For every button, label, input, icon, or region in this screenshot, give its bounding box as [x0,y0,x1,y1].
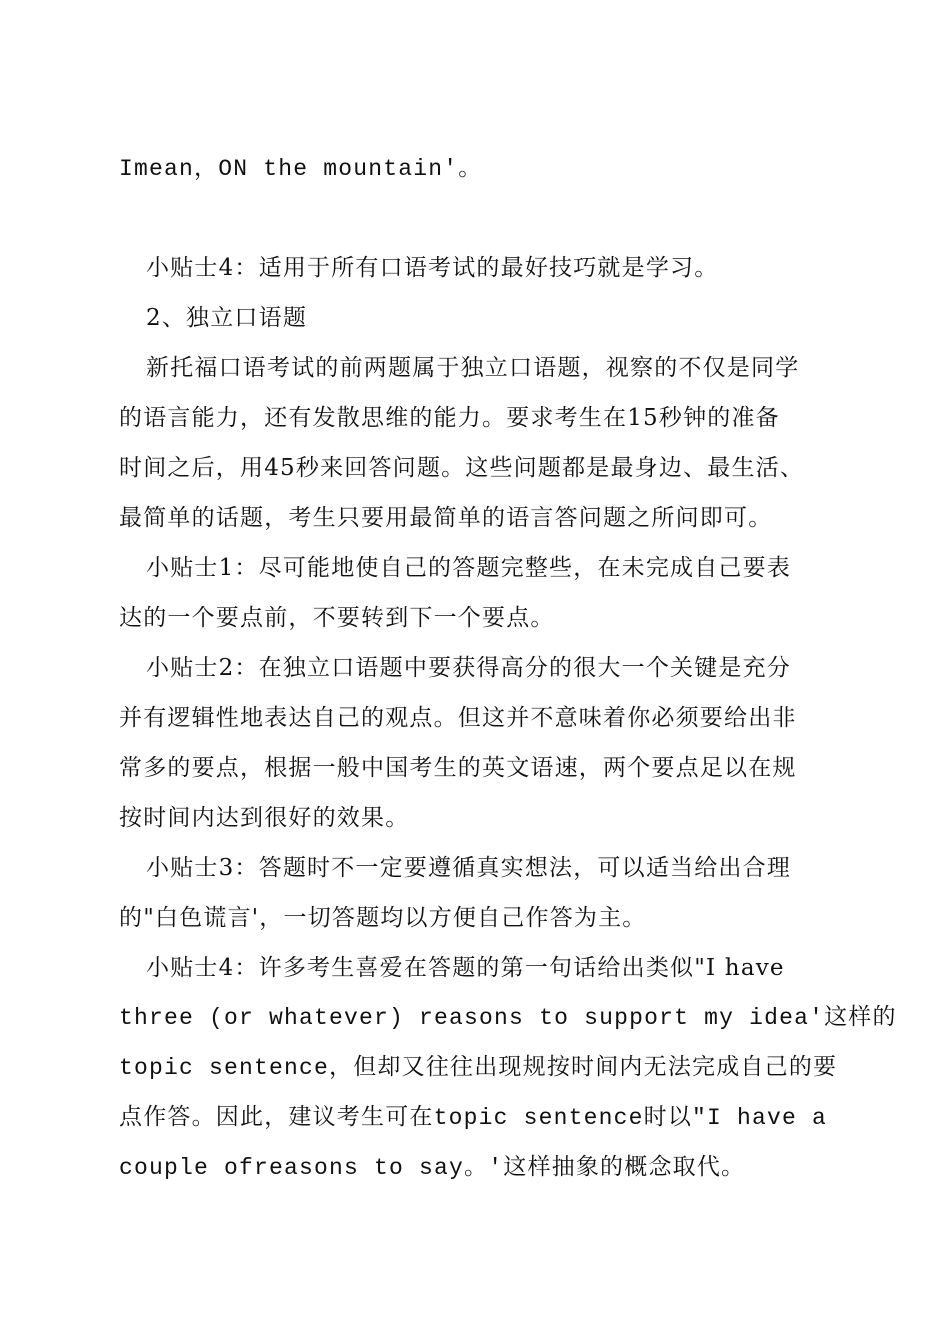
text-line-15: 小贴士4：许多考生喜爱在答题的第一句话给出类似"I have [146,955,785,981]
text-line-13: 小贴士3：答题时不一定要遵循真实想法，可以适当给出合理 [146,855,792,881]
text-line-19: couple ofreasons to say。'这样抽象的概念取代。 [119,1155,746,1181]
text-line-17: topic sentence，但却又往往出现规按时间内无法完成自己的要 [119,1055,838,1081]
text-line-14: 的"白色谎言'，一切答题均以方便自己作答为主。 [119,905,647,931]
text-line-11: 常多的要点，根据一般中国考生的英文语速，两个要点足以在规 [119,755,797,781]
text-line-5: 时间之后，用45秒来回答问题。这些问题都是最身边、最生活、 [119,455,805,481]
section-heading: 2、独立口语题 [146,305,308,331]
text-line-12: 按时间内达到很好的效果。 [119,805,410,831]
text-line-10: 并有逻辑性地表达自己的观点。但这并不意味着你必须要给出非 [119,705,797,731]
text-line-3: 新托福口语考试的前两题属于独立口语题，视察的不仅是同学 [146,355,800,381]
text-line-18: 点作答。因此，建议考生可在topic sentence时以"I have a [119,1105,828,1131]
text-line-2: 小贴士4：适用于所有口语考试的最好技巧就是学习。 [146,255,719,281]
text-line-8: 达的一个要点前，不要转到下一个要点。 [119,605,555,631]
text-line-16: three (or whatever) reasons to support my idea'这样的 [119,1005,897,1031]
text-line-6: 最简单的话题，考生只要用最简单的语言答问题之所问即可。 [119,505,773,531]
text-line-1: Imean，ON the mountain'。 [119,156,483,182]
text-line-7: 小贴士1：尽可能地使自己的答题完整些，在未完成自己要表 [146,555,792,581]
text-line-9: 小贴士2：在独立口语题中要获得高分的很大一个关键是充分 [146,655,792,681]
text-line-4: 的语言能力，还有发散思维的能力。要求考生在15秒钟的准备 [119,405,780,431]
